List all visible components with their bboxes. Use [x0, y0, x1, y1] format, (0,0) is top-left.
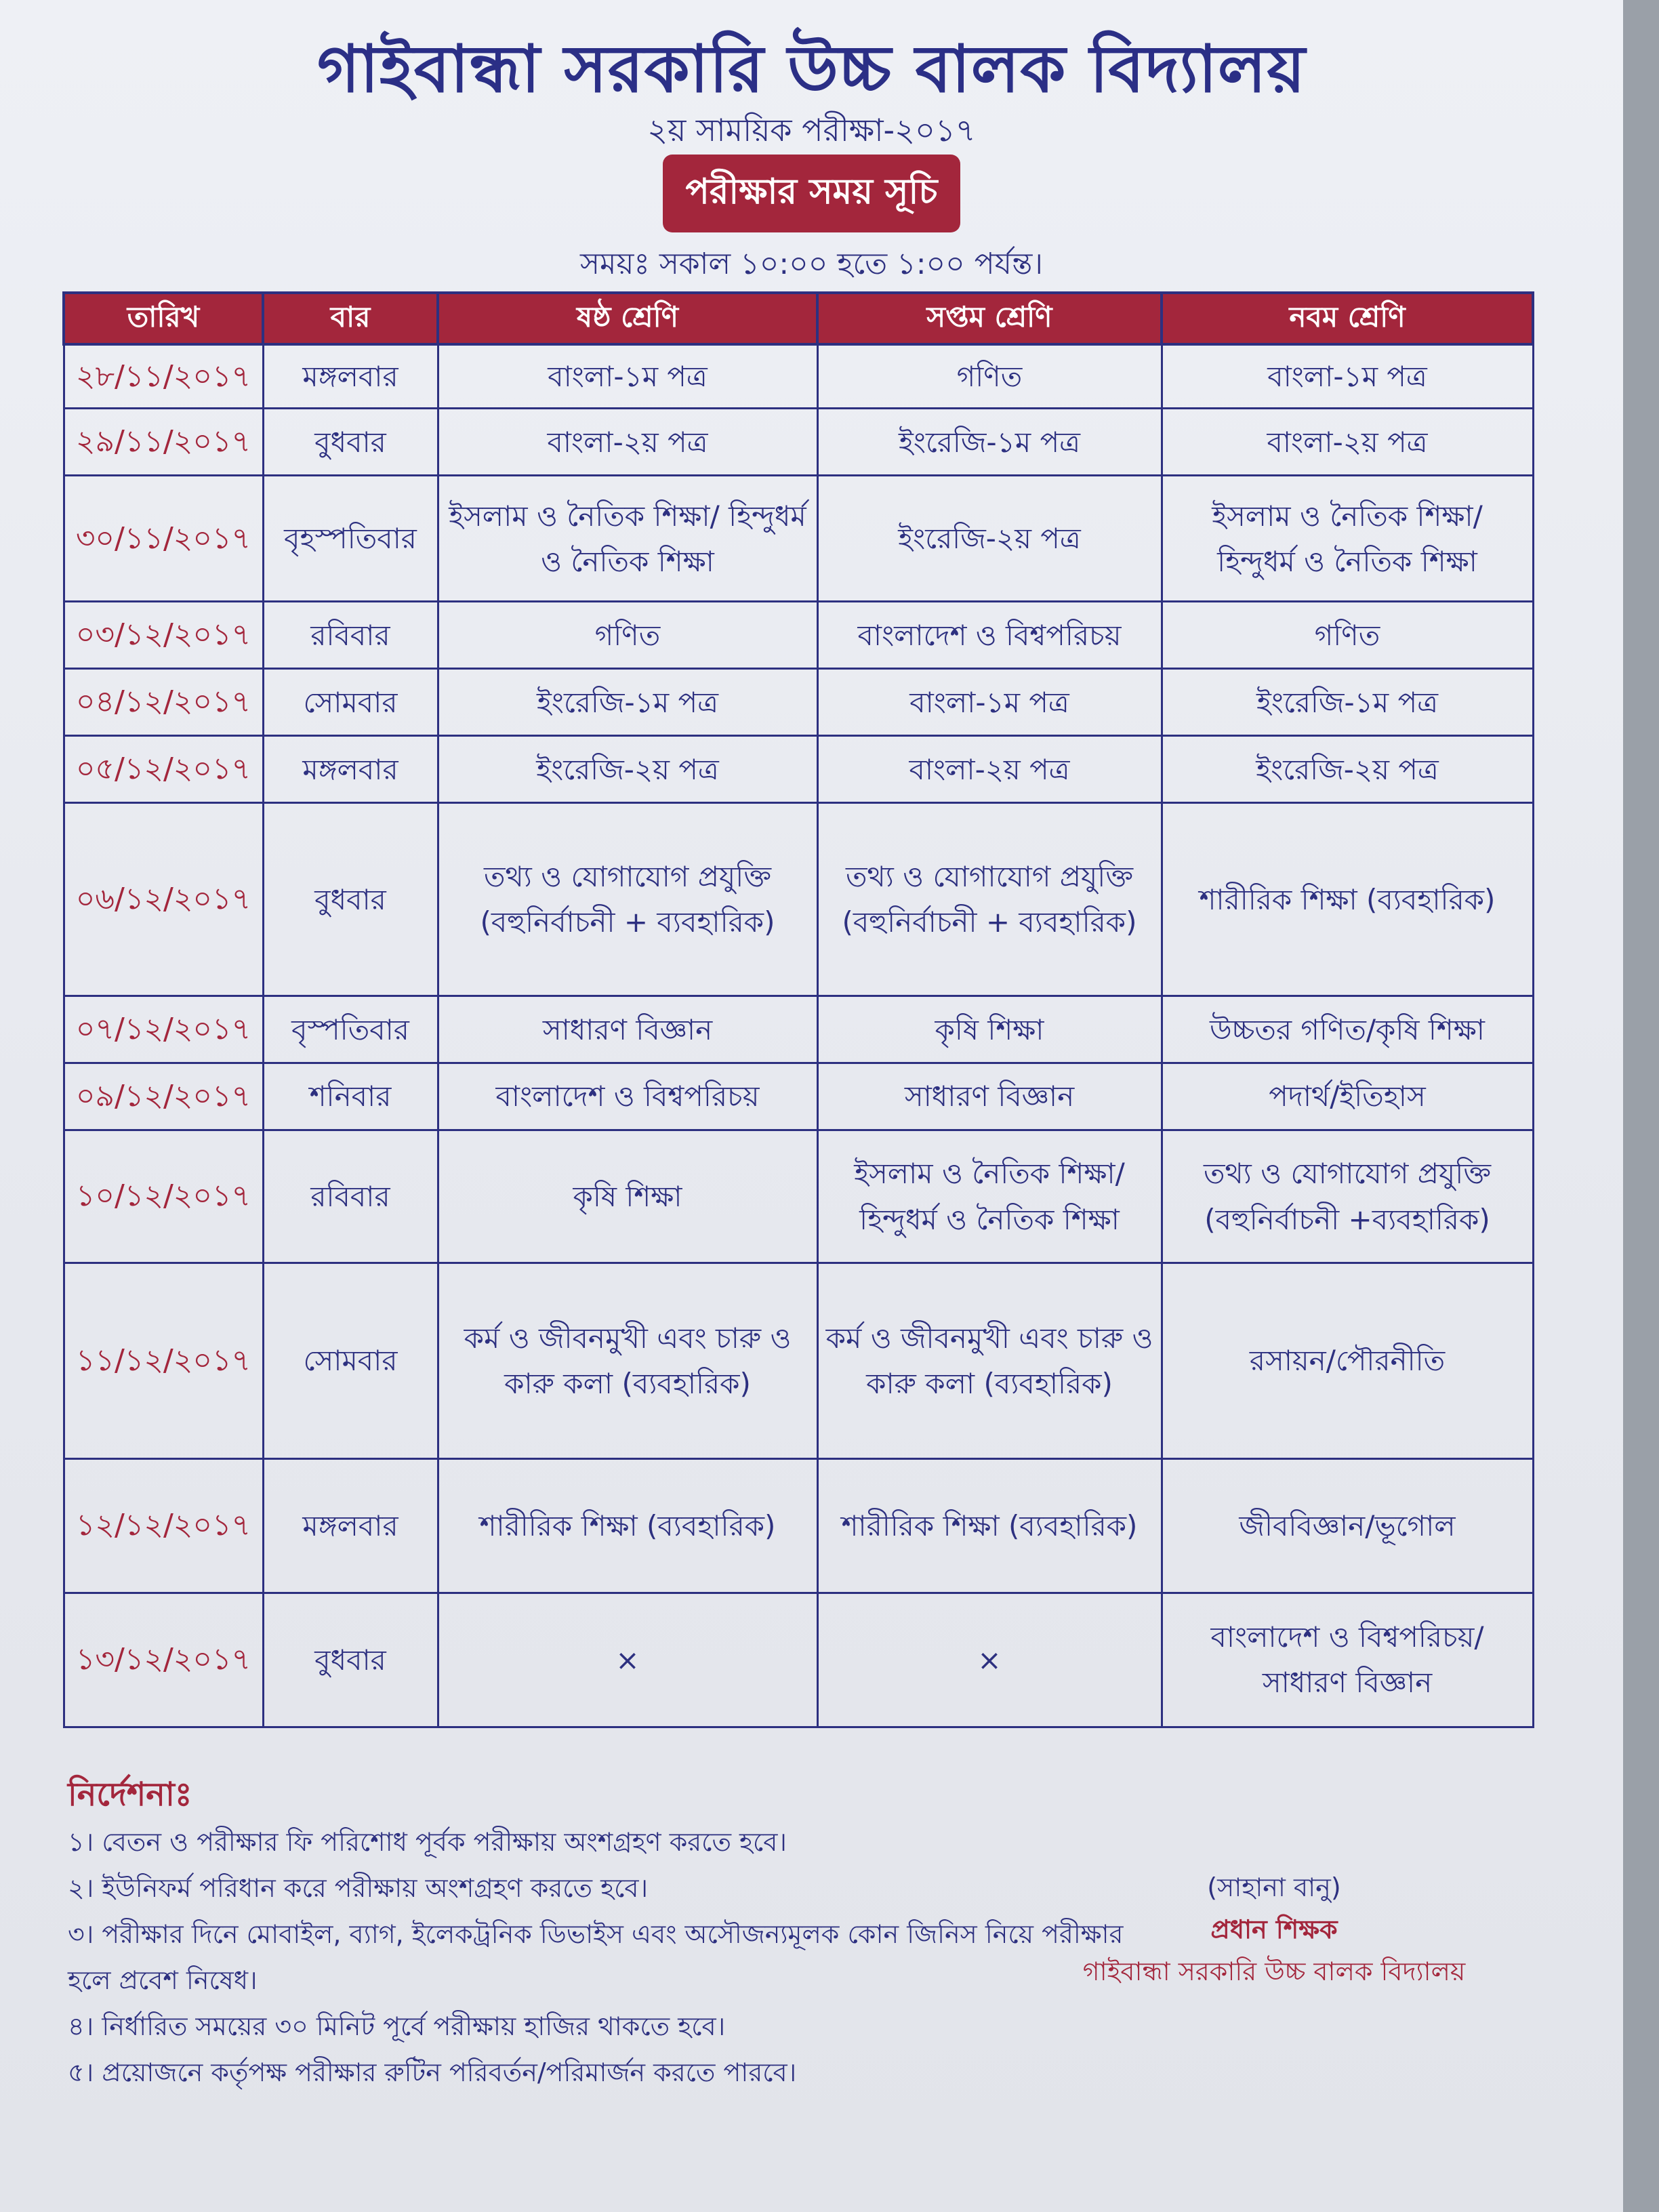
instructions-title: নির্দেশনাঃ	[68, 1776, 192, 1814]
schedule-badge-wrap	[0, 155, 1623, 232]
class-six-cell: কর্ম ও জীবনমুখী এবং চারু ও কারু কলা (ব্যবহারিক)	[438, 1263, 817, 1459]
class-nine-cell: গণিত	[1162, 602, 1533, 669]
instruction-item: ২। ইউনিফর্ম পরিধান করে পরীক্ষায় অংশগ্রহণ করতে হবে।	[68, 1873, 649, 1903]
class-seven-cell: ইংরেজি-১ম পত্র	[817, 409, 1162, 476]
instructions-list	[68, 1819, 1125, 2095]
date-cell: ১০/১২/২০১৭	[64, 1130, 263, 1263]
day-cell: মঙ্গলবার	[263, 1458, 438, 1593]
day-cell: বুধবার	[263, 803, 438, 996]
date-cell: ৩০/১১/২০১৭	[64, 476, 263, 602]
class-six-cell: সাধারণ বিজ্ঞান	[438, 996, 817, 1063]
day-cell: রবিবার	[263, 1130, 438, 1263]
table-row	[64, 1593, 1533, 1727]
class-nine-cell: জীববিজ্ঞান/ভূগোল	[1162, 1458, 1533, 1593]
class-seven-cell: গণিত	[817, 344, 1162, 409]
class-nine-cell: তথ্য ও যোগাযোগ প্রযুক্তি (বহুনির্বাচনী +ব্যবহারিক)	[1162, 1130, 1533, 1263]
class-nine-cell: বাংলা-১ম পত্র	[1162, 344, 1533, 409]
date-cell: ১২/১২/২০১৭	[64, 1458, 263, 1593]
class-seven-cell: তথ্য ও যোগাযোগ প্রযুক্তি (বহুনির্বাচনী + ব্যবহারিক)	[817, 803, 1162, 996]
class-seven-cell: বাংলাদেশ ও বিশ্বপরিচয়	[817, 602, 1162, 669]
exam-time: সময়ঃ সকাল ১০:০০ হতে ১:০০ পর্যন্ত।	[579, 247, 1044, 281]
day-cell: মঙ্গলবার	[263, 736, 438, 803]
exam-subtitle: ২য় সাময়িক পরীক্ষা-২০১৭	[647, 112, 976, 148]
signatory-school: গাইবান্ধা সরকারি উচ্চ বালক বিদ্যালয়	[1082, 1957, 1466, 1986]
class-nine-cell: শারীরিক শিক্ষা (ব্যবহারিক)	[1162, 803, 1533, 996]
school-title: গাইবান্ধা সরকারি উচ্চ বালক বিদ্যালয়	[317, 31, 1306, 107]
class-seven-cell: শারীরিক শিক্ষা (ব্যবহারিক)	[817, 1458, 1162, 1593]
class-six-cell: তথ্য ও যোগাযোগ প্রযুক্তি (বহুনির্বাচনী + ব্যবহারিক)	[438, 803, 817, 996]
date-cell: ২৮/১১/২০১৭	[64, 344, 263, 409]
day-cell: সোমবার	[263, 1263, 438, 1459]
day-cell: বুধবার	[263, 409, 438, 476]
header-class-seven: সপ্তম শ্রেণি	[817, 293, 1162, 344]
signatory-designation: প্রধান শিক্ষক	[1210, 1914, 1338, 1944]
table-row	[64, 344, 1533, 409]
day-cell: সোমবার	[263, 669, 438, 736]
background-edge	[1623, 0, 1659, 2212]
class-six-cell: বাংলা-২য় পত্র	[438, 409, 817, 476]
class-six-cell: ইসলাম ও নৈতিক শিক্ষা/ হিন্দুধর্ম ও নৈতিক শিক্ষা	[438, 476, 817, 602]
date-cell: ২৯/১১/২০১৭	[64, 409, 263, 476]
class-six-cell: ইংরেজি-১ম পত্র	[438, 669, 817, 736]
class-seven-cell: বাংলা-২য় পত্র	[817, 736, 1162, 803]
class-seven-cell: কর্ম ও জীবনমুখী এবং চারু ও কারু কলা (ব্যবহারিক)	[817, 1263, 1162, 1459]
table-row	[64, 476, 1533, 602]
schedule-badge: পরীক্ষার সময় সূচি	[663, 155, 961, 232]
class-six-cell: ইংরেজি-২য় পত্র	[438, 736, 817, 803]
date-cell: ০৭/১২/২০১৭	[64, 996, 263, 1063]
table-row	[64, 1263, 1533, 1459]
table-row	[64, 1063, 1533, 1130]
class-seven-cell: ×	[817, 1593, 1162, 1727]
instruction-item: ৫। প্রয়োজনে কর্তৃপক্ষ পরীক্ষার রুটিন পরিবর্তন/পরিমার্জন করতে পারবে।	[68, 2057, 797, 2087]
table-header-row	[64, 293, 1533, 344]
date-cell: ০৪/১২/২০১৭	[64, 669, 263, 736]
table-row	[64, 736, 1533, 803]
header-day: বার	[263, 293, 438, 344]
class-nine-cell: পদার্থ/ইতিহাস	[1162, 1063, 1533, 1130]
table-row	[64, 1458, 1533, 1593]
class-nine-cell: উচ্চতর গণিত/কৃষি শিক্ষা	[1162, 996, 1533, 1063]
day-cell: মঙ্গলবার	[263, 344, 438, 409]
class-six-cell: শারীরিক শিক্ষা (ব্যবহারিক)	[438, 1458, 817, 1593]
signature-block	[1017, 1866, 1532, 1992]
class-nine-cell: রসায়ন/পৌরনীতি	[1162, 1263, 1533, 1459]
class-six-cell: বাংলা-১ম পত্র	[438, 344, 817, 409]
table-row	[64, 803, 1533, 996]
table-row	[64, 602, 1533, 669]
date-cell: ১১/১২/২০১৭	[64, 1263, 263, 1459]
instruction-item: ১। বেতন ও পরীক্ষার ফি পরিশোধ পূর্বক পরীক্ষায় অংশগ্রহণ করতে হবে।	[68, 1827, 787, 1857]
class-seven-cell: ইসলাম ও নৈতিক শিক্ষা/ হিন্দুধর্ম ও নৈতিক শিক্ষা	[817, 1130, 1162, 1263]
instruction-item: ৩। পরীক্ষার দিনে মোবাইল, ব্যাগ, ইলেকট্রনিক ডিভাইস এবং অসৌজন্যমূলক কোন জিনিস নিয়ে পরীক্ষার হলে প্রবেশ নিষেধ।	[68, 1919, 1124, 1995]
table-row	[64, 409, 1533, 476]
class-six-cell: গণিত	[438, 602, 817, 669]
signatory-name: (সাহানা বানু)	[1207, 1872, 1341, 1902]
day-cell: বুধবার	[263, 1593, 438, 1727]
class-seven-cell: বাংলা-১ম পত্র	[817, 669, 1162, 736]
header-class-nine: নবম শ্রেণি	[1162, 293, 1533, 344]
class-nine-cell: ইংরেজি-২য় পত্র	[1162, 736, 1533, 803]
instruction-item: ৪। নির্ধারিত সময়ের ৩০ মিনিট পূর্বে পরীক্ষায় হাজির থাকতে হবে।	[68, 2011, 726, 2041]
class-six-cell: ×	[438, 1593, 817, 1727]
class-seven-cell: ইংরেজি-২য় পত্র	[817, 476, 1162, 602]
day-cell: শনিবার	[263, 1063, 438, 1130]
class-nine-cell: ইংরেজি-১ম পত্র	[1162, 669, 1533, 736]
date-cell: ০৬/১২/২০১৭	[64, 803, 263, 996]
date-cell: ০৩/১২/২০১৭	[64, 602, 263, 669]
class-six-cell: কৃষি শিক্ষা	[438, 1130, 817, 1263]
table-row	[64, 1130, 1533, 1263]
class-seven-cell: সাধারণ বিজ্ঞান	[817, 1063, 1162, 1130]
exam-schedule-table	[62, 291, 1534, 1728]
class-six-cell: বাংলাদেশ ও বিশ্বপরিচয়	[438, 1063, 817, 1130]
class-seven-cell: কৃষি শিক্ষা	[817, 996, 1162, 1063]
table-row	[64, 669, 1533, 736]
date-cell: ১৩/১২/২০১৭	[64, 1593, 263, 1727]
header-date: তারিখ	[64, 293, 263, 344]
class-nine-cell: বাংলাদেশ ও বিশ্বপরিচয়/ সাধারণ বিজ্ঞান	[1162, 1593, 1533, 1727]
date-cell: ০৯/১২/২০১৭	[64, 1063, 263, 1130]
day-cell: বৃহস্পতিবার	[263, 476, 438, 602]
table-row	[64, 996, 1533, 1063]
class-nine-cell: ইসলাম ও নৈতিক শিক্ষা/ হিন্দুধর্ম ও নৈতিক শিক্ষা	[1162, 476, 1533, 602]
day-cell: বৃস্পতিবার	[263, 996, 438, 1063]
day-cell: রবিবার	[263, 602, 438, 669]
class-nine-cell: বাংলা-২য় পত্র	[1162, 409, 1533, 476]
header-class-six: ষষ্ঠ শ্রেণি	[438, 293, 817, 344]
date-cell: ০৫/১২/২০১৭	[64, 736, 263, 803]
